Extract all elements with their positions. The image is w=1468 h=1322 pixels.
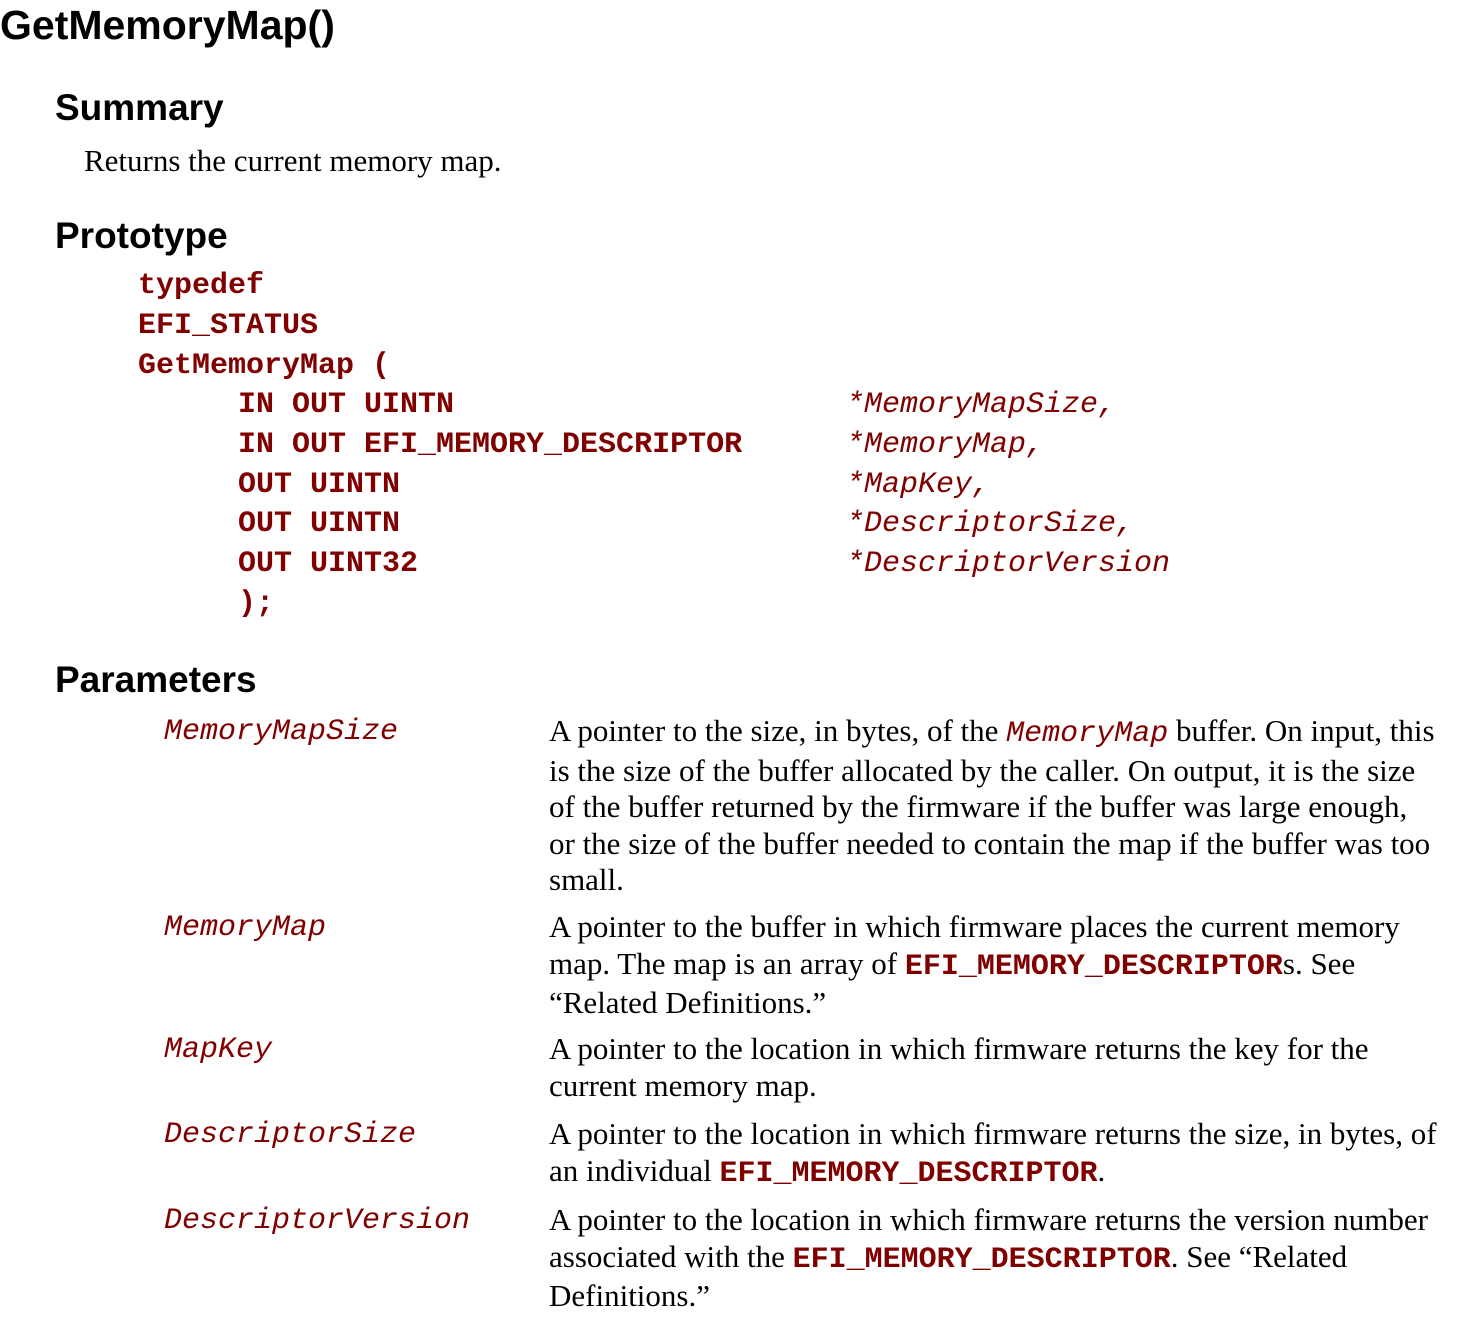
description-text: s. See “Related Definitions.”: [549, 945, 1356, 1020]
description-text: A pointer to the size, in bytes, of the: [549, 713, 1007, 748]
parameter-description: [549, 713, 1439, 899]
description-code: EFI_MEMORY_DESCRIPTOR: [719, 1156, 1098, 1191]
parameter-description: [549, 1031, 1439, 1104]
prototype-heading: Prototype: [55, 215, 228, 256]
prototype-arg-type: OUT UINTN: [238, 468, 401, 502]
description-code: EFI_MEMORY_DESCRIPTOR: [904, 949, 1283, 984]
prototype-arg-name: *MemoryMap,: [846, 428, 1045, 462]
description-reference: MemoryMap: [1006, 717, 1169, 751]
description-text: A pointer to the buffer in which firmware places the current memory map. The map is an array of: [549, 909, 1400, 981]
parameter-description: [549, 1116, 1439, 1192]
prototype-arg-name: *MemoryMapSize,: [846, 388, 1117, 422]
parameter-name: DescriptorVersion: [164, 1204, 471, 1238]
prototype-arg-type: OUT UINT32: [238, 547, 419, 581]
description-text: buffer. On input, this is the size of the buffer allocated by the caller. On output, it is the size of the buffer returned by the firmware if the buffer was large enough, or the size of the buffer needed to contain the map if the buffer was too small.: [549, 713, 1435, 897]
summary-text: Returns the current memory map.: [84, 143, 502, 178]
parameter-description: [549, 909, 1439, 1022]
parameter-description: [549, 1202, 1439, 1315]
description-text: A pointer to the location in which firmware returns the version number associated with the: [549, 1202, 1428, 1274]
description-text: A pointer to the location in which firmware returns the size, in bytes, of an individual: [549, 1116, 1437, 1188]
parameter-name: MemoryMapSize: [164, 715, 399, 749]
prototype-function-name: GetMemoryMap (: [138, 349, 391, 383]
prototype-arg-type: IN OUT EFI_MEMORY_DESCRIPTOR: [238, 428, 743, 462]
description-text: .: [1097, 1152, 1106, 1188]
parameter-name: DescriptorSize: [164, 1118, 417, 1152]
prototype-arg-name: *DescriptorSize,: [846, 507, 1135, 541]
parameter-name: MapKey: [164, 1033, 273, 1067]
page-title: GetMemoryMap(): [0, 2, 335, 48]
prototype-arg-type: OUT UINTN: [238, 507, 401, 541]
prototype-return-type: EFI_STATUS: [138, 309, 319, 343]
parameter-name: MemoryMap: [164, 911, 327, 945]
parameters-heading: Parameters: [55, 659, 257, 700]
description-code: EFI_MEMORY_DESCRIPTOR: [792, 1242, 1171, 1277]
prototype-arg-name: *DescriptorVersion: [846, 547, 1171, 581]
description-text: A pointer to the location in which firmware returns the key for the current memory map.: [549, 1031, 1369, 1103]
summary-heading: Summary: [55, 87, 224, 128]
prototype-arg-type: IN OUT UINTN: [238, 388, 455, 422]
prototype-typedef: typedef: [138, 269, 265, 303]
prototype-close: );: [238, 587, 275, 621]
description-text: . See “Related Definitions.”: [549, 1238, 1348, 1313]
prototype-arg-name: *MapKey,: [846, 468, 991, 502]
